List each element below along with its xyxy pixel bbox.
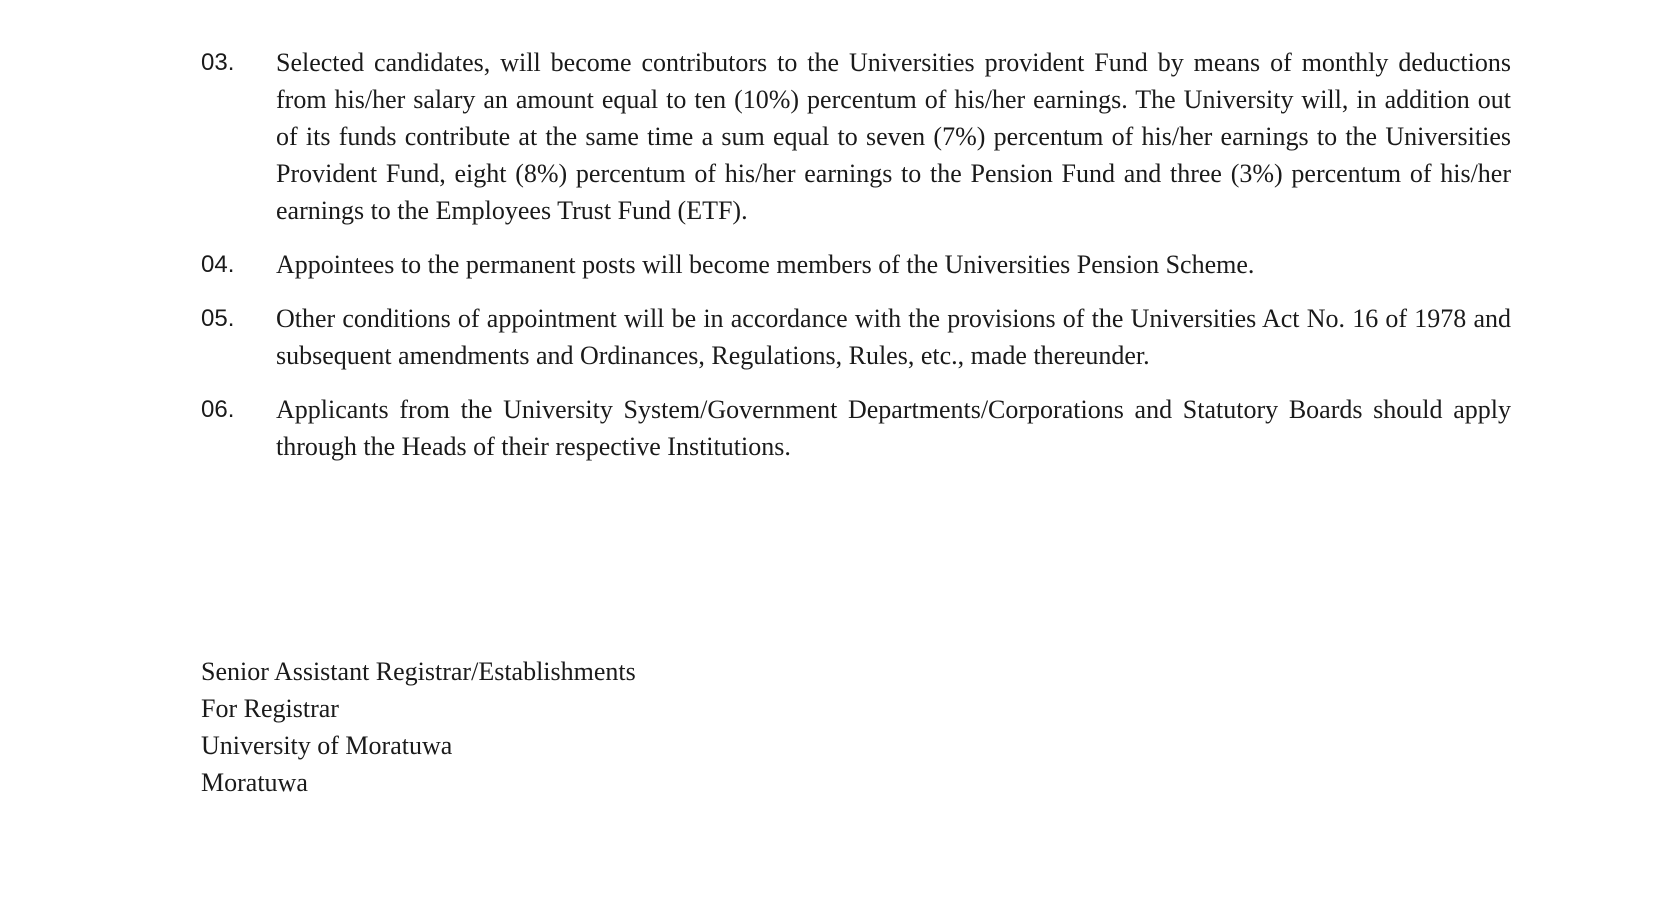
clause-list xyxy=(201,44,1511,482)
clause-03 xyxy=(201,44,1511,229)
clause-04 xyxy=(201,246,1511,283)
clause-number: 05. xyxy=(201,305,235,332)
clause-05 xyxy=(201,300,1511,374)
clause-text: Appointees to the permanent posts will become members of the Universities Pension Scheme. xyxy=(276,250,1255,279)
signature-block xyxy=(201,653,901,801)
clause-number: 04. xyxy=(201,251,235,278)
signatory-location: Moratuwa xyxy=(201,768,308,797)
clause-number: 06. xyxy=(201,396,235,423)
clause-text: Applicants from the University System/Government Departments/Corporations and Statutory Boards should apply through the Heads of their respective Institutions. xyxy=(276,395,1511,461)
clause-06 xyxy=(201,391,1511,465)
clause-text: Other conditions of appointment will be in accordance with the provisions of the Universities Act No. 16 of 1978 and subsequent amendments and Ordinances, Regulations, Rules, etc., made thereunder. xyxy=(276,304,1511,370)
clause-number: 03. xyxy=(201,49,235,76)
clause-text: Selected candidates, will become contributors to the Universities provident Fund by means of monthly deductions from his/her salary an amount equal to ten (10%) percentum of his/her earnings. The University will, in addition out of its funds contribute at the same time a sum equal to seven (7%) percentum of his/her earnings to the Universities Provident Fund, eight (8%) percentum of his/her earnings to the Pension Fund and three (3%) percentum of his/her earnings to the Employees Trust Fund (ETF). xyxy=(276,48,1511,225)
signatory-institution: University of Moratuwa xyxy=(201,731,453,760)
signatory-for: For Registrar xyxy=(201,694,339,723)
signatory-title: Senior Assistant Registrar/Establishments xyxy=(201,657,636,686)
